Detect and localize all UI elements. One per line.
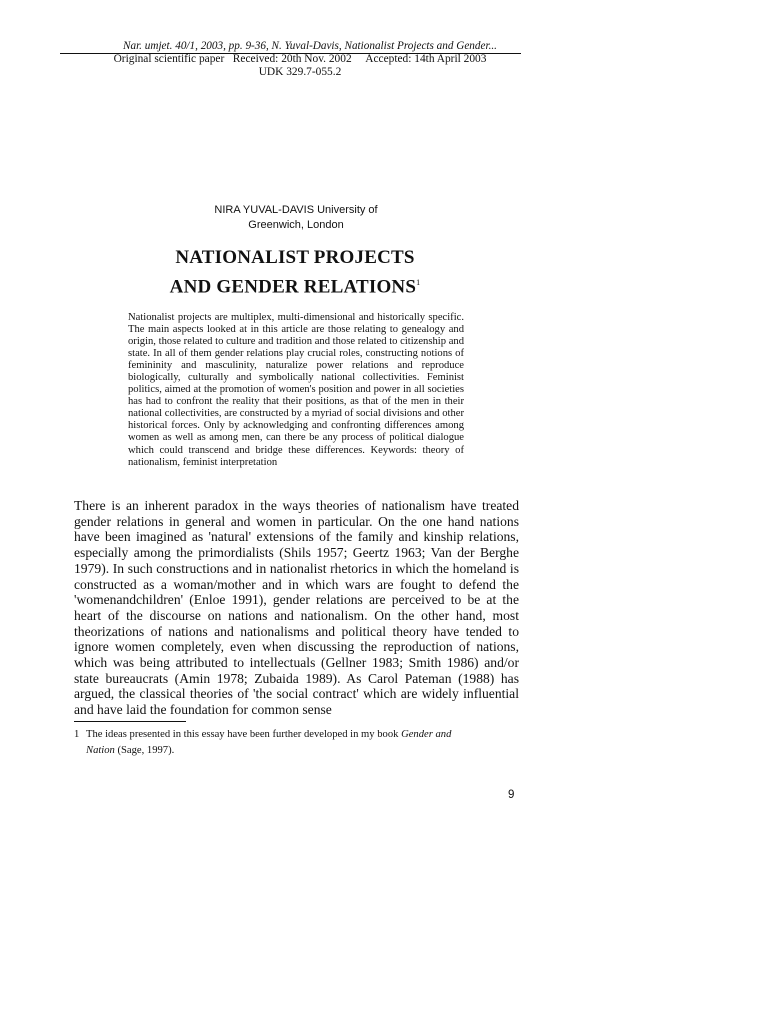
running-head: Nar. umjet. 40/1, 2003, pp. 9-36, N. Yuval-Davis, Nationalist Projects and Gender... <box>123 40 497 52</box>
article-title <box>120 245 470 299</box>
footnote-book-title-part2: Nation <box>86 745 115 756</box>
footnote-book-title-part1: Gender and <box>401 729 452 740</box>
footnote-rule <box>74 721 186 722</box>
abstract <box>128 312 464 469</box>
page-number: 9 <box>508 789 515 801</box>
keywords: Keywords: theory of nationalism, feminist interpretation <box>128 444 464 468</box>
footnote-number: 1 <box>74 729 80 740</box>
title-line-2-text: AND GENDER RELATIONS <box>169 276 417 298</box>
footnote <box>74 727 514 759</box>
paper-metadata: Original scientific paper Received: 20th Nov. 2002 Accepted: 14th April 2003 <box>113 53 487 65</box>
title-line-2 <box>120 270 470 299</box>
udk-code: UDK 329.7-055.2 <box>258 66 342 78</box>
author-line-1: NIRA YUVAL-DAVIS University of <box>214 204 378 216</box>
title-footnote-mark[interactable]: 1 <box>416 278 421 287</box>
title-line-1: NATIONALIST PROJECTS <box>175 247 415 268</box>
footnote-text: The ideas presented in this essay have been further developed in my book <box>86 729 402 740</box>
author-affiliation <box>196 203 396 233</box>
abstract-text: Nationalist projects are multiplex, multi-dimensional and historically specific. The main aspects looked at in this article are those relating to genealogy and origin, those related to culture and tradition and those related to citizenship and state. In all of them gender relations play crucial roles, constructing notions of femininity and masculinity, naturalize power relations and reproduce biologically, culturally and symbolically national collectivities. Feminist politics, aimed at the promotion of women's position and power in all societies has had to confront the reality that their positions, as that of the men in their national collectivities, are constructed by a myriad of social divisions and other historical forces. Only by acknowledging and confronting differences among women as well as among men, can there be any process of political dialogue which could transcend and bridge these differences. <box>128 312 464 456</box>
footnote-text-after: (Sage, 1997). <box>114 745 175 756</box>
body-paragraph: There is an inherent paradox in the ways theories of nationalism have treated gender relations in general and women in particular. On the one hand nations have been imagined as 'natural' extensions of the family and kinship relations, especially among the primordialists (Shils 1957; Geertz 1963; Van der Berghe 1979). In such constructions and in nationalist rhetorics in which the homeland is constructed as a woman/mother and in which wars are fought to defend the 'womenandchildren' (Enloe 1991), gender relations are perceived to be at the heart of the discourse on nations and nationalism. On the other hand, most theorizations of nations and nationalisms and political theory have tended to ignore women completely, even when discussing the reproduction of nations, which was being attributed to intellectuals (Gellner 1983; Smith 1986) and/or state bureaucrats (Amin 1978; Zubaida 1989). As Carol Pateman (1988) has argued, the classical theories of 'the social contract' which are widely influential and have laid the foundation for common sense <box>74 498 519 718</box>
author-line-2: Greenwich, London <box>248 219 344 231</box>
